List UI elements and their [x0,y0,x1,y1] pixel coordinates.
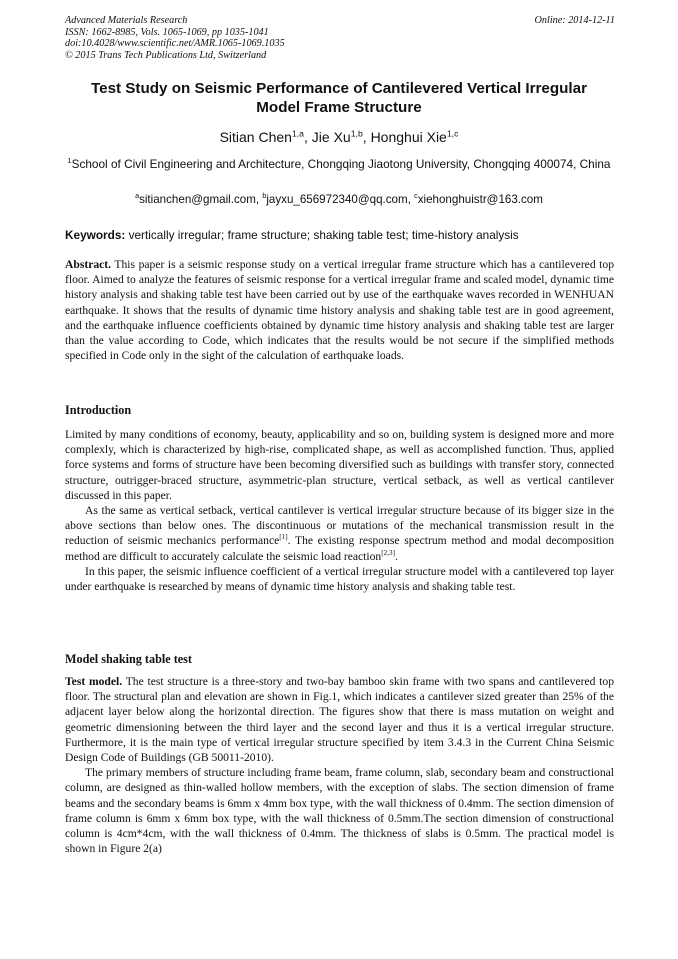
author-list: Sitian Chen$^{1,a}$, Jie Xu$^{1,b}$, Honghui Xie$^{1,c}$ [219,128,459,145]
citation-ref: [2,3] [381,548,395,557]
test-model-label: Test model. [65,675,123,688]
email-address[interactable]: xiehonghuistr@163.com [417,193,543,206]
intro-paragraph-1: Limited by many conditions of economy, beauty, applicability and so on, building system is designed more and more complexly, which is characterized by high-rise, complicated shape, as well as accomplished function. Thus, applied force systems and forms of structure have been becoming diversified such as buildings with transfer story, connected structure, outrigger-braced structure, asymmetric-plan structure, vertical setback, as well as vertical cantilever discussed in this paper. [65,428,614,502]
title-line-1: Test Study on Seismic Performance of Cantilevered Vertical Irregular [90,80,588,97]
paper-title [60,79,618,117]
email-sup: c [414,191,418,201]
author-name: Jie Xu [311,129,351,145]
title-line-2: Model Frame Structure [256,99,422,116]
copyright-line: © 2015 Trans Tech Publications Ltd, Switzerland [65,49,267,61]
keywords [65,228,615,242]
abstract-text: This paper is a seismic response study on a vertical irregular frame structure which has a cantilevered top floor. Aimed to analyze the features of seismic response for a vertical irregular frame and scaled model, dynamic time history analysis and shaking table test have been carried out by use of the earthquake waves recorded in WENHUAN earthquake. It shows that the results of dynamic time history analysis and shaking table test are in good agreement, and the earthquake influence coefficients obtained by dynamic time history analysis and shaking table test are larger than the value according to Code, which indicates that the results would be not secure if the simplified methods specified in Code only in the sight of the calculation of earthquake loads. [65,258,614,363]
email-list: $^a$sitianchen@gmail.com, $^b$jayxu_656972340@qq.com, $^c$xiehonghuistr@163.com [135,191,543,206]
email-sup: b [262,191,267,201]
author-name: Honghui Xie [370,129,447,145]
intro-p2-text-c: . [395,549,398,563]
intro-p2-text-b: . The existing response spectrum method and modal decomposition method are difficult to accurately calculate the seismic load reaction [65,534,614,563]
affiliation [64,157,614,172]
intro-paragraph-3: In this paper, the seismic influence coefficient of a vertical irregular structure model with a cantilevered top layer under earthquake is researched by means of dynamic time history analysis and shaking table test. [65,564,614,594]
email-sup: a [135,191,140,201]
email-address[interactable]: jayxu_656972340@qq.com [266,193,408,206]
abstract [65,257,614,363]
author-sup: 1,a [291,128,305,139]
citation-ref: [1] [279,533,288,542]
affiliation-sup: 1 [67,156,72,166]
online-date: Online: 2014-12-11 [534,15,615,26]
model-test-heading: Model shaking table test [65,652,192,666]
model-p1-text: The test structure is a three-story and two-bay bamboo skin frame with two spans and cantilevered top floor. The structural plan and elevation are shown in Fig.1, which indicates a cantilever sized greater than 25% of the adjacent layer below along the horizontal direction. The figures show that there is mass mutation on weight and geometric dimensioning between the third layer and the second layer and thus it is a vertical irregular structure. Furthermore, it is the main type of vertical irregular structure specified by item 3.4.3 in the Current China Seismic Design Code of Buildings (GB 50011-2010). [65,675,614,765]
introduction-body [65,427,614,594]
intro-p2-text-a: As the same as vertical setback, vertical cantilever is vertical irregular structure because of its bigger size in the above sections than below ones. The discontinuous or mutations of the mechanical transmission result in the reduction of seismic mechanics performance [65,504,614,548]
introduction-heading: Introduction [65,403,132,417]
abstract-label: Abstract. [65,258,112,271]
model-paragraph-2: The primary members of structure including frame beam, frame column, slab, secondary beam and constructional column, are designed as thin-walled hollow members, with the exception of slabs. The section dimension of frame beams and the secondary beams is 6mm x 4mm box type, with the wall thickness of 0.4mm. The section dimension of frame column is 6mm x 6mm box type, with the wall thickness of 0.5mm.The section dimension of constructional column is 4cm*4cm, with the wall thickness of 0.4mm. The thickness of slabs is 0.5mm. The practical model is shown in Figure 2(a) [65,766,614,856]
keywords-text: vertically irregular; frame structure; shaking table test; time-history analysis [128,228,519,242]
email-address[interactable]: sitianchen@gmail.com [139,193,256,206]
author-sup: 1,b [350,128,363,139]
model-paragraph-1 [65,674,614,765]
keywords-label: Keywords: [65,228,126,242]
issn-line: ISSN: 1662-8985, Vols. 1065-1069, pp 1035-1041 [65,26,269,38]
intro-paragraph-2 [65,503,614,564]
author-name: Sitian Chen [219,129,292,145]
author-sup: 1,c [446,128,459,139]
model-test-body [65,674,614,856]
doi-line: doi:10.4028/www.scientific.net/AMR.1065-1069.1035 [65,38,285,50]
affiliation-text: School of Civil Engineering and Architecture, Chongqing Jiaotong University, Chongqing 400074, China [71,157,611,171]
journal-name: Advanced Materials Research [65,15,188,26]
journal-header [65,15,615,61]
